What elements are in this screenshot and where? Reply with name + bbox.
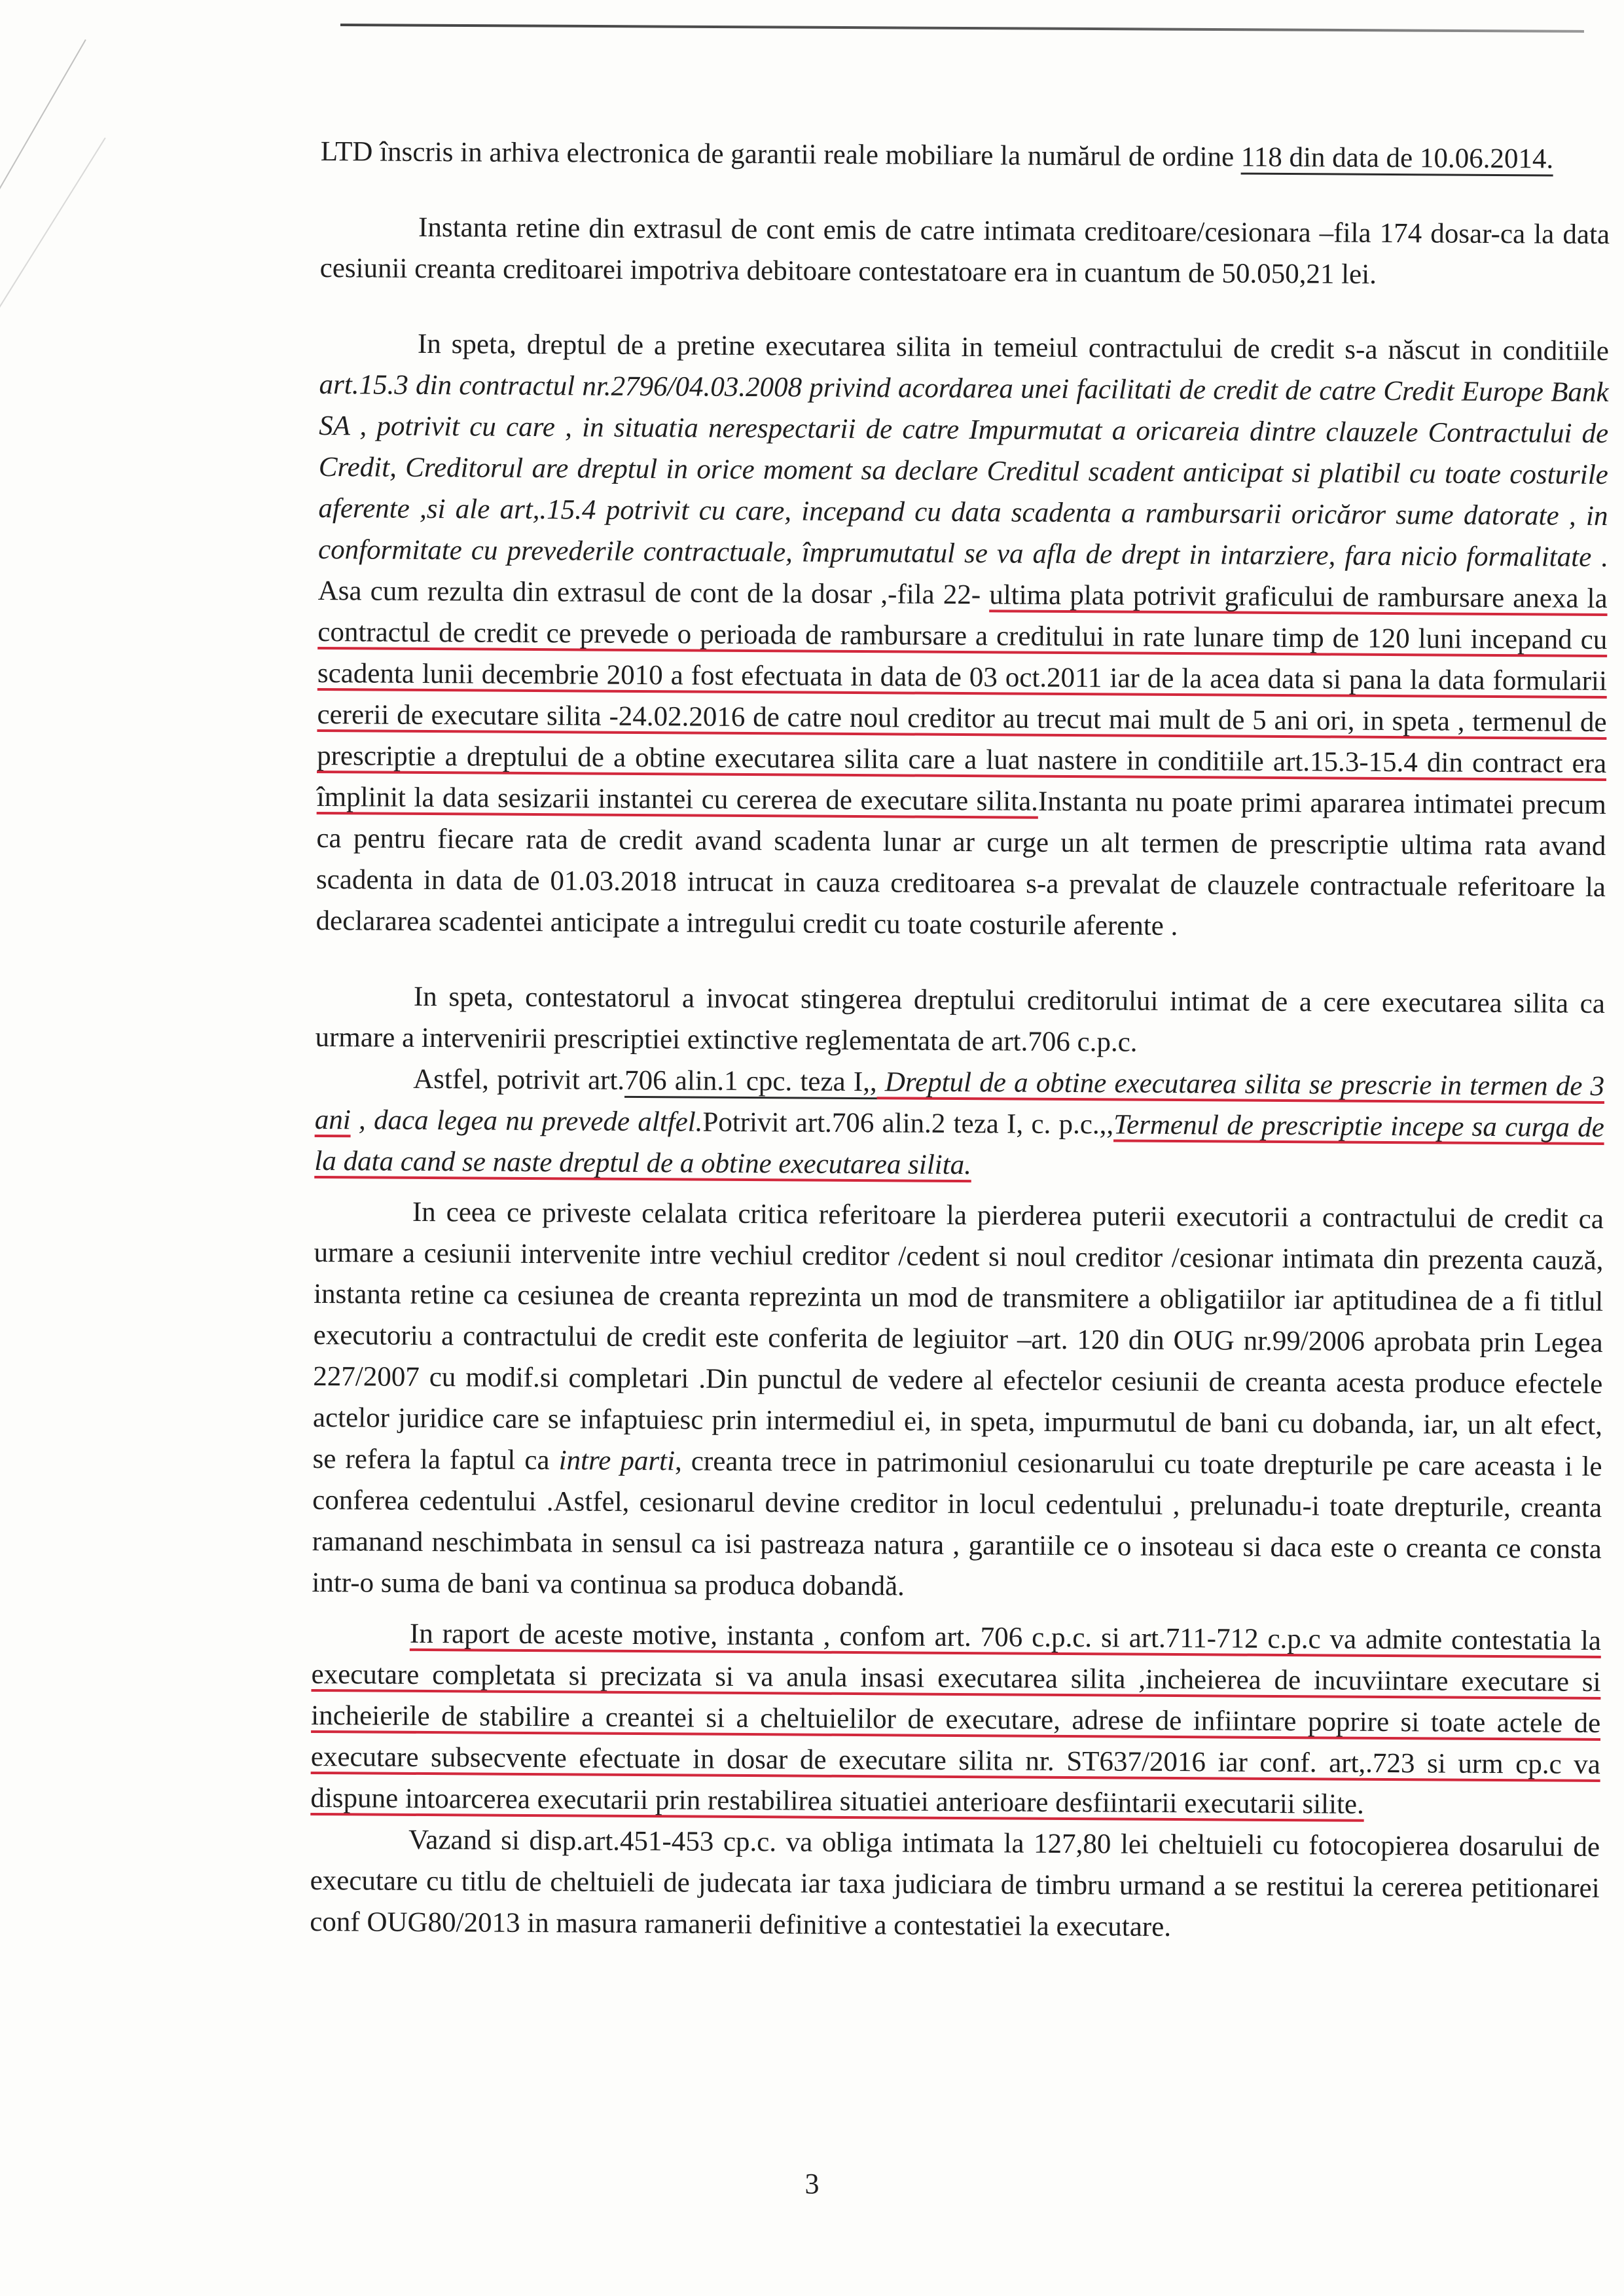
paragraph-5 [314, 1058, 1604, 1190]
p6-italic: intre parti [558, 1445, 676, 1477]
p3-intro: In speta, dreptul de a pretine executarea silita in temeiul contractului de credit s-a născut in conditiile [417, 328, 1610, 367]
p7-red-underlined: In raport de aceste motive, instanta , confom art. 706 c.p.c. si art.711-712 c.p.c va admite contestatia la executare completata si precizata si va anula insasi executarea silita ,incheierea de incuviintare executare si incheierile de stabilire a creantei si a cheltuielilor de executare, adrese de infiintare poprire si toate actele de executare subsecvente efectuate in dosar de executare silita nr. ST637/2016 iar conf. art,.723 si urm cp.c va dispune intoarcerea executarii prin restabilirea situatiei anterioare desfiintarii executarii silite. [310, 1618, 1602, 1820]
p1-underlined-ref: 118 din data de 10.06.2014. [1241, 142, 1554, 177]
p5-mid: Potrivit art.706 alin.2 teza I, c. p.c.,, [702, 1106, 1114, 1140]
p6-text: In ceea ce priveste celalata critica referitoare la pierderea puterii executorii a contractului de credit ca urmare a cesiunii intervenite intre vechiul creditor /cedent si noul creditor /cesionar intimata din prezenta cauză, instanta retine ca cesiunea de creanta reprezinta un mod de transmitere a obligatiilor iar aptitudinea de a fi titlul executoriu a contractului de credit este conferita de legiuitor –art. 120 din OUG nr.99/2006 aprobata prin Legea 227/2007 cu modif.si completari .Din punctul de vedere al efectelor cesiunii de creanta acesta produce efectele actelor juridice care se infaptuiesc prin intermediul ei, in speta, impurmutul de bani cu dobanda, iar, un alt efect, se refera la faptul ca [312, 1196, 1604, 1476]
paragraph-8: Vazand si disp.art.451-453 cp.c. va obliga intimata la 127,80 lei cheltuieli cu fotocopierea dosarului de executare cu titlu de cheltuieli de judecata iar taxa judiciara de timbru urmand a se restitui la cererea petitionarei conf OUG80/2013 in masura ramanerii definitive a contestatiei la executare. [310, 1824, 1600, 1942]
p3-mid: . Asa cum rezulta din extrasul de cont de la dosar ,-fila 22- [317, 541, 1608, 611]
p1-text: LTD înscris in arhiva electronica de garantii reale mobiliare la numărul de ordine [320, 136, 1242, 173]
p6-end: , creanta trece in patrimoniul cesionarului cu toate drepturile pe care aceasta i le conferea cedentului .Astfel, cesionarul devine creditor in locul cedentului , prelunadu-i toate drepturile, creanta ramanand neschimbata in sensul ca isi pastreaza natura , garantiile ce o insoteau si daca este o creanta ce consta intr-o suma de bani va continua sa produca dobandă. [312, 1446, 1602, 1602]
p5-intro: Astfel, potrivit art. [413, 1063, 625, 1096]
p5-italic-red-1: Dreptul de a obtine executarea silita se prescrie in termen de 3 ani [314, 1066, 1605, 1136]
p5-underlined-article: 706 alin.1 cpc. teza I,, [624, 1065, 877, 1099]
paragraph-7 [310, 1613, 1601, 1827]
p3-italic-clause: art.15.3 din contractul nr.2796/04.03.2008 privind acordarea unei facilitati de credit de catre Credit Europe Bank SA , potrivit cu care , in situatia nerespectarii de catre Impurmutat a oricareia dintre clauzele Contractului de Credit, Creditorul are dreptul in orice moment sa declare Creditul scadent anticipat si platibil cu toate costurile aferente ,si ale art,.15.4 potrivit cu care, incepand cu data scadenta a rambursarii oricăror sume datorate , in conformitate cu prevederile contractuale, împrumutatul se va afla de drept in intarziere, fara nicio formalitate [317, 369, 1609, 573]
scan-artifact-fold-line-2 [0, 137, 106, 316]
scan-artifact-fold-line [0, 39, 86, 312]
paragraph-4: In speta, contestatorul a invocat stingerea dreptului creditorului intimat de a cere executarea silita ca urmare a intervenirii prescriptiei extinctive reglementata de art.706 c.p.c. [315, 981, 1606, 1058]
scan-artifact-top-line [340, 24, 1584, 33]
paragraph-1 [321, 131, 1610, 180]
paragraph-2: Instanta retine din extrasul de cont emis de catre intimata creditoare/cesionara –fila 174 dosar-ca la data cesiunii creanta creditoarei impotriva debitoare contestatoare era in cuantum de 50.050,21 lei. [319, 211, 1610, 290]
paragraph-3 [316, 323, 1609, 949]
p5-italic-2: , daca legea nu prevede altfel. [350, 1104, 703, 1138]
document-body [310, 131, 1610, 1950]
paragraph-6 [312, 1191, 1604, 1611]
p5-italic-red-3: Termenul de prescriptie incepe sa curga de la data cand se naste dreptul de a obtine executarea silita. [314, 1109, 1604, 1181]
p3-end: Instanta nu poate primi apararea intimatei precum ca pentru fiecare rata de credit avand scadenta lunar ar curge un alt termen de prescriptie ultima rata avand scadenta in data de 01.03.2018 intrucat in cauza creditoarea s-a prevalat de clauzele contractuale referitoare la declararea scadentei anticipate a intregului credit cu toate costurile aferente . [316, 786, 1606, 942]
page-number: 3 [804, 2168, 820, 2200]
p3-red-underlined: ultima plata potrivit graficului de rambursare anexa la contractul de credit ce prevede o perioada de rambursare a creditului in rate lunare timp de 120 luni incepand cu scadenta lunii decembrie 2010 a fost efectuata in data de 03 oct.2011 iar de la acea data si pana la data formularii cererii de executare silita -24.02.2016 de catre noul creditor au trecut mai mult de 5 ani ori, in speta , termenul de prescriptie a dreptului de a obtine executarea silita care a luat nastere in conditiile art.15.3-15.4 din contract era împlinit la data sesizarii instantei cu cererea de executare silita. [316, 579, 1608, 817]
